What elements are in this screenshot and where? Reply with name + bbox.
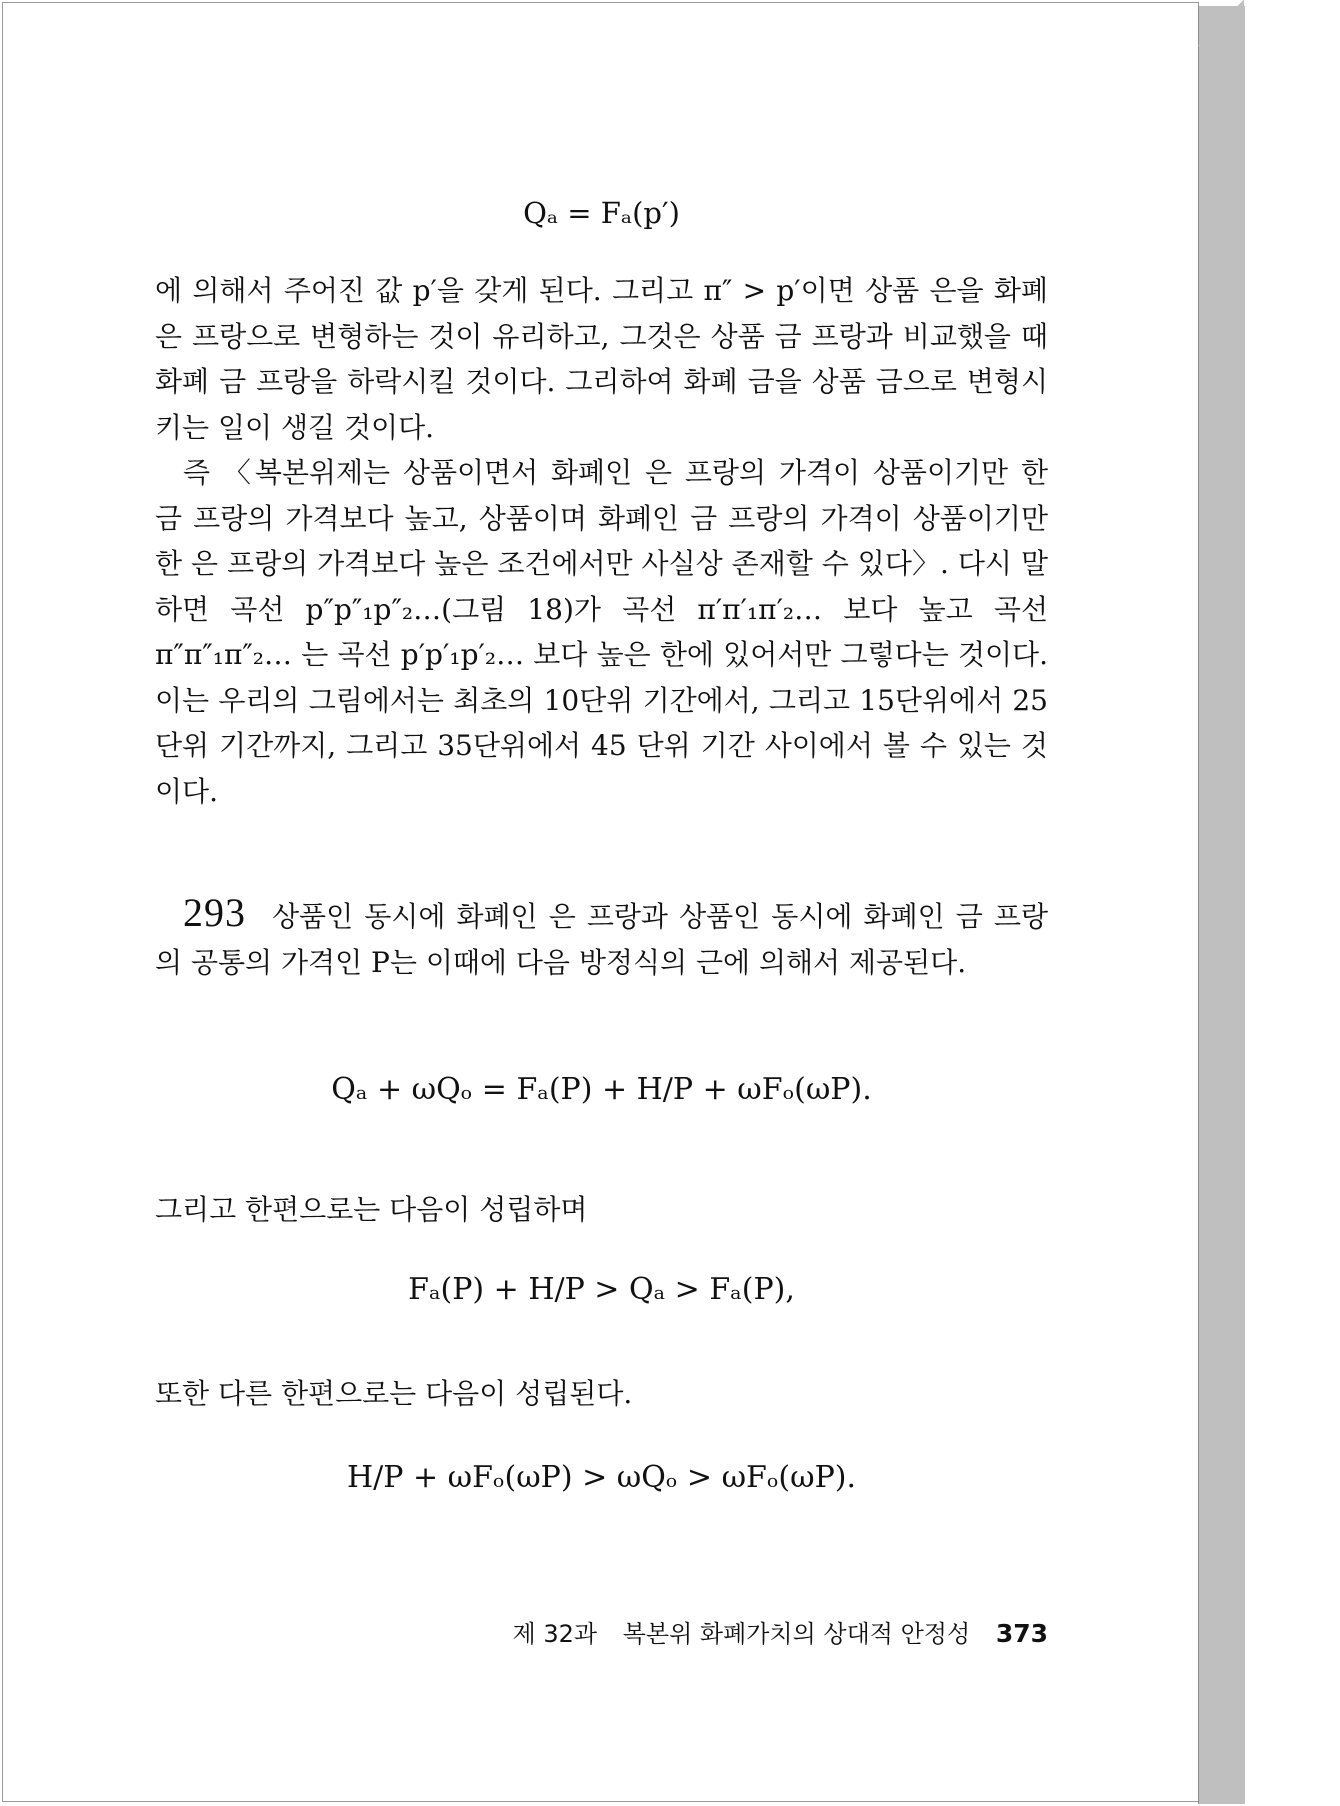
formula-2-text: Qₐ + ωQₒ = Fₐ(P) + H/P + ωFₒ(ωP). <box>331 1072 872 1107</box>
page-edge-shadow <box>1198 6 1245 1804</box>
page-footer <box>155 1614 1048 1649</box>
footer-title: 복본위 화폐가치의 상대적 안정성 <box>622 1620 971 1648</box>
page-number: 373 <box>995 1619 1048 1648</box>
line-other-hand <box>155 1374 1048 1414</box>
section-number: 293 <box>183 890 246 935</box>
line-meanwhile <box>155 1190 1048 1230</box>
paragraph-3 <box>155 890 1048 985</box>
formula-1-text: Qₐ = Fₐ(p′) <box>523 196 680 230</box>
formula-3 <box>155 1272 1048 1307</box>
page-edge-corner <box>1198 0 1244 46</box>
paragraph-2 <box>155 450 1048 814</box>
formula-3-text: Fₐ(P) + H/P > Qₐ > Fₐ(P), <box>408 1272 795 1307</box>
paragraph-2-text: 즉 〈복본위제는 상품이면서 화폐인 은 프랑의 가격이 상품이기만 한 금 프랑의 가격보다 높고, 상품이며 화폐인 금 프랑의 가격이 상품이기만 한 은 프랑의 가격보다 높은 조건에서만 사실상 존재할 수 있다〉. 다시 말하면 곡선 p″p″₁p″₂…(그림 18)가 곡선 π′π′₁π′₂… 보다 높고 곡선 π″π″₁π″₂… 는 곡선 p′p′₁p′₂… 보다 높은 한에 있어서만 그렇다는 것이다. 이는 우리의 그림에서는 최초의 10단위 기간에서, 그리고 15단위에서 25단위 기간까지, 그리고 35단위에서 45 단위 기간 사이에서 볼 수 있는 것이다. <box>155 456 1048 808</box>
formula-2 <box>155 1072 1048 1107</box>
formula-4-text: H/P + ωFₒ(ωP) > ωQₒ > ωFₒ(ωP). <box>346 1460 857 1495</box>
line-meanwhile-text: 그리고 한편으로는 다음이 성립하며 <box>155 1193 588 1226</box>
paragraph-1-text: 에 의해서 주어진 값 p′을 갖게 된다. 그리고 π″ > p′이면 상품 은을 화폐 은 프랑으로 변형하는 것이 유리하고, 그것은 상품 금 프랑과 비교했을 때 화폐 금 프랑을 하락시킬 것이다. 그리하여 화폐 금을 상품 금으로 변형시키는 일이 생길 것이다. <box>155 274 1048 444</box>
paragraph-1 <box>155 268 1048 450</box>
paragraph-3-body <box>155 890 1048 985</box>
formula-1 <box>155 196 1048 231</box>
paragraph-3-text: 상품인 동시에 화폐인 은 프랑과 상품인 동시에 화폐인 금 프랑의 공통의 가격인 P는 이때에 다음 방정식의 근에 의해서 제공된다. <box>155 900 1048 979</box>
footer-chapter: 제 32과 <box>512 1620 598 1648</box>
formula-4 <box>155 1460 1048 1495</box>
line-other-hand-text: 또한 다른 한편으로는 다음이 성립된다. <box>155 1377 633 1410</box>
